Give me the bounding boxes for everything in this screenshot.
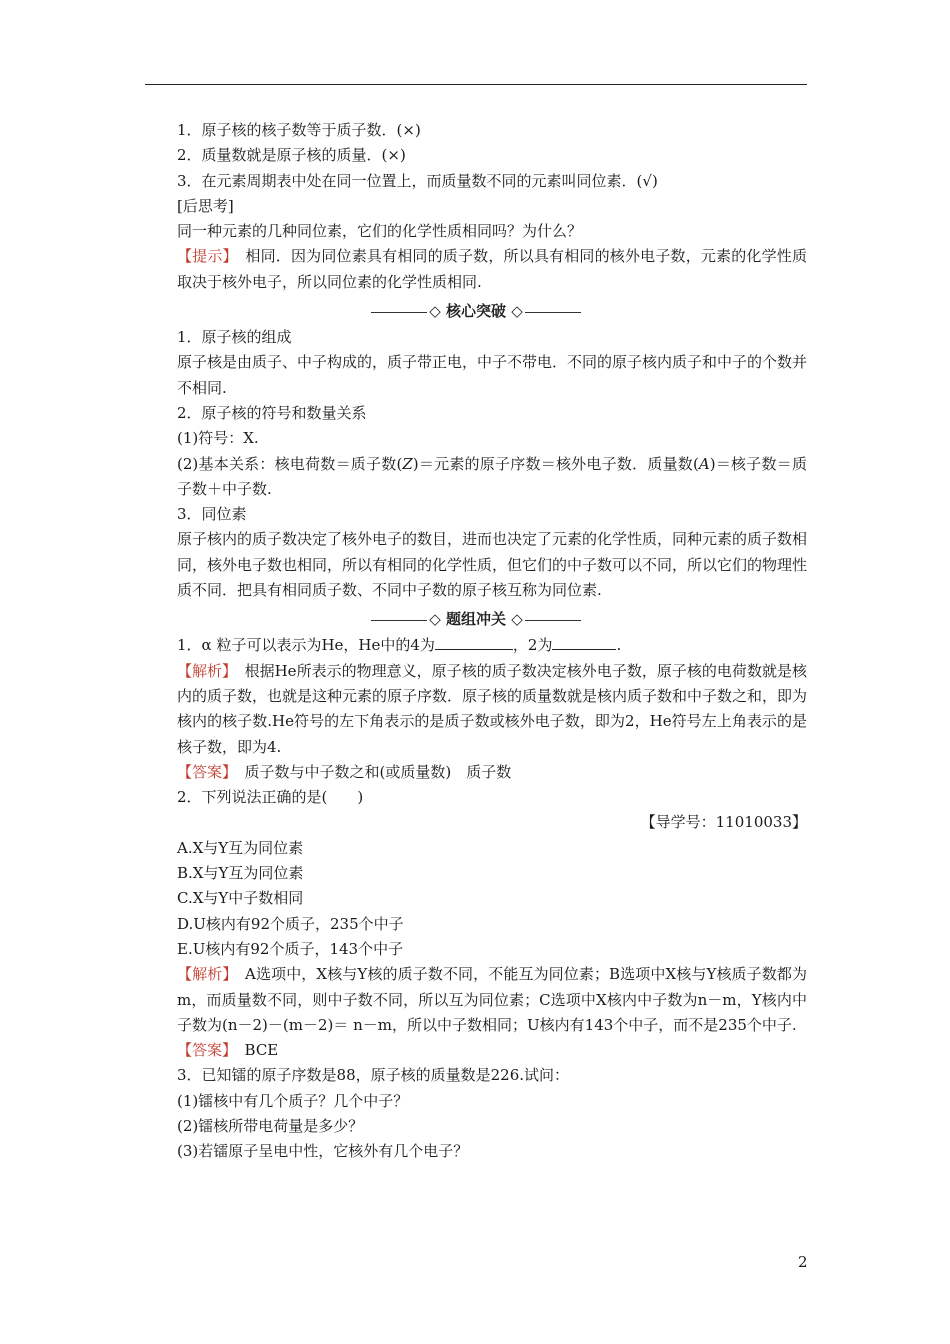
heading-rule-left [371,620,427,621]
answer-blank-1 [435,633,513,650]
heading-rule-right [525,312,581,313]
hint-paragraph [145,244,807,295]
question-1 [145,633,807,658]
header-rule [145,84,807,85]
q2-option-b: B.X与Y互为同位素 [177,864,304,883]
core-heading-3: 3．同位素 [177,505,247,524]
q2-option-a: A.X与Y互为同位素 [177,838,304,857]
core-heading-2: 2．原子核的符号和数量关系 [177,403,367,422]
heading-rule-left [371,312,427,313]
answer-blank-2 [552,633,616,650]
section-heading-core [145,299,807,323]
q1-text-end: . [616,636,622,655]
relation-text-3: )＝核子数＝质子数＋中子数. [177,454,807,498]
section-heading-practice [145,607,807,631]
q1-text-mid: ，2为 [512,636,553,655]
q2-answer [145,1038,807,1063]
answer-tag: 【答案】 [177,1041,230,1060]
symbol-A: A [698,454,710,473]
q2-option-d: D.U核内有92个质子，235个中子 [177,914,404,933]
question-3: 3．已知镭的原子序数是88，原子核的质量数是226.试问： [177,1066,570,1085]
analysis-tag: 【解析】 [177,965,230,984]
symbol-Z: Z [402,454,413,473]
judgement-item-2: 2．质量数就是原子核的质量．(×) [177,146,406,165]
q2-analysis-text: A选项中，X核与Y核的质子数不同，不能互为同位素；B选项中X核与Y核质子数都为m，而质量数不同，则中子数不同，所以互为同位素；C选项中X核内中子数为n－m，Y核内中子数为(n－2)－(m－2)＝ n－m，所以中子数相同；U核内有143个中子，而不是235个中子. [177,965,807,1034]
page-body [145,118,807,1165]
after-think-label: [后思考] [177,196,234,215]
judgement-item-3: 3．在元素周期表中处在同一位置上，而质量数不同的元素叫同位素．(√) [177,171,658,190]
section-title-core: ◇ 核心突破 ◇ [429,302,523,321]
relation-text-2: )＝元素的原子序数＝核外电子数．质量数( [412,454,699,473]
q1-answer-text: 质子数与中子数之和(或质量数) 质子数 [244,762,512,781]
page-number: 2 [798,1253,808,1271]
q1-text-pre: 1．α 粒子可以表示为He，He中的4为 [177,636,435,655]
q2-answer-text: BCE [244,1041,279,1060]
analysis-tag: 【解析】 [177,661,230,680]
core-relation-paragraph [145,452,807,503]
hint-tag: 【提示】 [177,247,231,266]
answer-tag: 【答案】 [177,762,230,781]
judgement-item-1: 1．原子核的核子数等于质子数．(×) [177,121,421,139]
hint-text: 相同．因为同位素具有相同的质子数，所以具有相同的核外电子数，元素的化学性质取决于核外电子，所以同位素的化学性质相同. [177,247,807,291]
q3-part-3: (3)若镭原子呈电中性，它核外有几个电子？ [177,1142,469,1161]
heading-rule-right [525,620,581,621]
question-2: 2．下列说法正确的是( ) [177,788,364,807]
q2-option-e: E.U核内有92个质子，143个中子 [177,939,404,958]
core-symbol-line: (1)符号：X. [177,429,259,448]
q3-part-2: (2)镭核所带电荷量是多少？ [177,1116,364,1135]
core-paragraph-1: 原子核是由质子、中子构成的，质子带正电，中子不带电．不同的原子核内质子和中子的个数并不相同. [177,353,808,397]
core-paragraph-3: 原子核内的质子数决定了核外电子的数目，进而也决定了元素的化学性质，同种元素的质子数相同，核外电子数也相同，所以有相同的化学性质，但它们的中子数可以不同，所以它们的物理性质不同．把具有相同质子数、不同中子数的原子核互称为同位素. [177,530,808,600]
q1-answer [145,760,807,785]
core-heading-1: 1．原子核的组成 [177,328,292,347]
q3-part-1: (1)镭核中有几个质子？几个中子？ [177,1091,409,1110]
section-title-practice: ◇ 题组冲关 ◇ [429,610,523,629]
relation-text-1: (2)基本关系：核电荷数＝质子数( [177,454,403,473]
q2-analysis [145,962,807,1038]
q1-analysis [145,659,807,760]
guide-number: 【导学号：11010033】 [640,813,807,832]
q1-analysis-text: 根据He所表示的物理意义，原子核的质子数决定核外电子数，原子核的电荷数就是核内的质子数，也就是这种元素的原子序数．原子核的质量数就是核内质子数和中子数之和，即为核内的核子数.He符号的左下角表示的是质子数或核外电子数，即为2，He符号左上角表示的是核子数，即为4. [177,661,808,756]
think-question: 同一种元素的几种同位素，它们的化学性质相同吗？为什么？ [177,222,583,241]
q2-option-c: C.X与Y中子数相同 [177,889,304,908]
